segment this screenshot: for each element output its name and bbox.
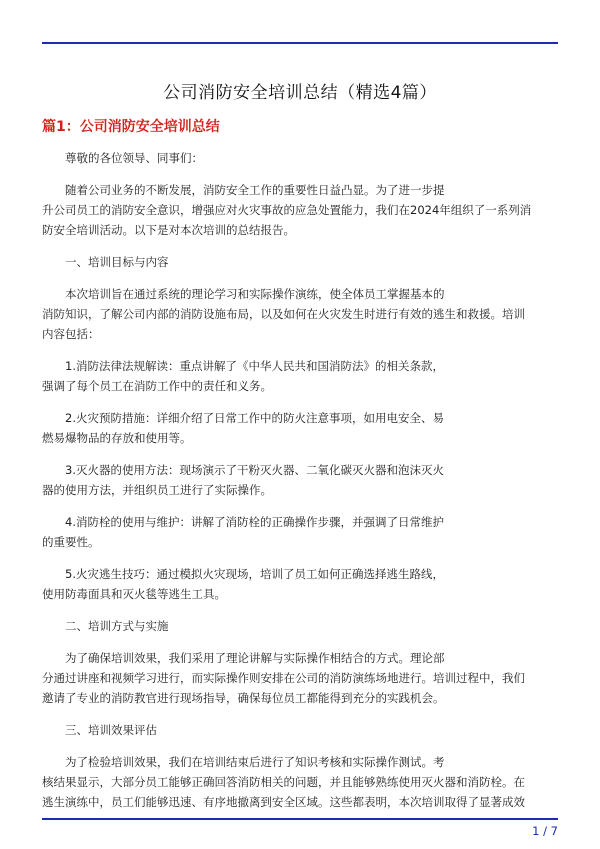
text-line: 内容包括：: [42, 327, 100, 341]
text-line: 邀请了专业的消防教官进行现场指导，确保每位员工都能得到充分的实践机会。: [42, 691, 445, 705]
page-indicator: 1 / 7: [532, 824, 558, 838]
text-line: 核结果显示，大部分员工能够正确回答消防相关的问题，并且能够熟练使用灭火器和消防栓。在: [42, 775, 525, 789]
text-line: 为了检验培训效果，我们在培训结束后进行了知识考核和实际操作测试。考: [65, 755, 445, 769]
footer-rule: [42, 818, 558, 820]
header-rule: [42, 42, 558, 44]
document-body: [42, 148, 558, 824]
text-line: 1.消防法律法规解读：重点讲解了《中华人民共和国消防法》的相关条款，: [65, 359, 444, 373]
text-line: 三、培训效果评估: [65, 723, 157, 737]
text-line: 防安全培训活动。以下是对本次培训的总结报告。: [42, 223, 295, 237]
text-line: 器的使用方法，并组织员工进行了实际操作。: [42, 483, 272, 497]
paragraph: [42, 512, 558, 552]
text-line: 使用防毒面具和灭火毯等逃生工具。: [42, 587, 226, 601]
text-line: 分通过讲座和视频学习进行，而实际操作则安排在公司的消防演练场地进行。培训过程中，我们: [42, 671, 525, 685]
text-line: 强调了每个员工在消防工作中的责任和义务。: [42, 379, 272, 393]
section-heading: 篇1：公司消防安全培训总结: [42, 119, 220, 135]
text-line: 随着公司业务的不断发展，消防安全工作的重要性日益凸显。为了进一步提: [65, 183, 445, 197]
paragraph: [42, 648, 558, 708]
text-line: 5.火灾逃生技巧：通过模拟火灾现场，培训了员工如何正确选择逃生路线，: [65, 567, 444, 581]
text-line: 4.消防栓的使用与维护：讲解了消防栓的正确操作步骤，并强调了日常维护: [65, 515, 444, 529]
paragraph: [42, 616, 558, 636]
document-title: 公司消防安全培训总结（精选4篇）: [163, 83, 437, 103]
text-line: 3.灭火器的使用方法：现场演示了干粉灭火器、二氧化碳灭火器和泡沫灭火: [65, 463, 444, 477]
text-line: 升公司员工的消防安全意识，增强应对火灾事故的应急处置能力，我们在2024年组织了一系列消: [42, 203, 532, 217]
paragraph: [42, 180, 558, 240]
text-line: 的重要性。: [42, 535, 100, 549]
paragraph: [42, 752, 558, 812]
paragraph: [42, 148, 558, 168]
text-line: 燃易爆物品的存放和使用等。: [42, 431, 192, 445]
text-line: 逃生演练中，员工们能够迅速、有序地撤离到安全区域。这些都表明，本次培训取得了显著成效: [42, 795, 525, 809]
paragraph: [42, 720, 558, 740]
paragraph: [42, 252, 558, 272]
text-line: 一、培训目标与内容: [65, 255, 169, 269]
paragraph: [42, 408, 558, 448]
text-line: 尊敬的各位领导、同事们：: [65, 151, 203, 165]
paragraph: [42, 564, 558, 604]
paragraph: [42, 284, 558, 344]
text-line: 消防知识，了解公司内部的消防设施布局，以及如何在火灾发生时进行有效的逃生和救援。培训: [42, 307, 525, 321]
text-line: 2.火灾预防措施：详细介绍了日常工作中的防火注意事项，如用电安全、易: [65, 411, 444, 425]
text-line: 二、培训方式与实施: [65, 619, 169, 633]
text-line: 为了确保培训效果，我们采用了理论讲解与实际操作相结合的方式。理论部: [65, 651, 445, 665]
paragraph: [42, 356, 558, 396]
paragraph: [42, 460, 558, 500]
text-line: 本次培训旨在通过系统的理论学习和实际操作演练，使全体员工掌握基本的: [65, 287, 445, 301]
